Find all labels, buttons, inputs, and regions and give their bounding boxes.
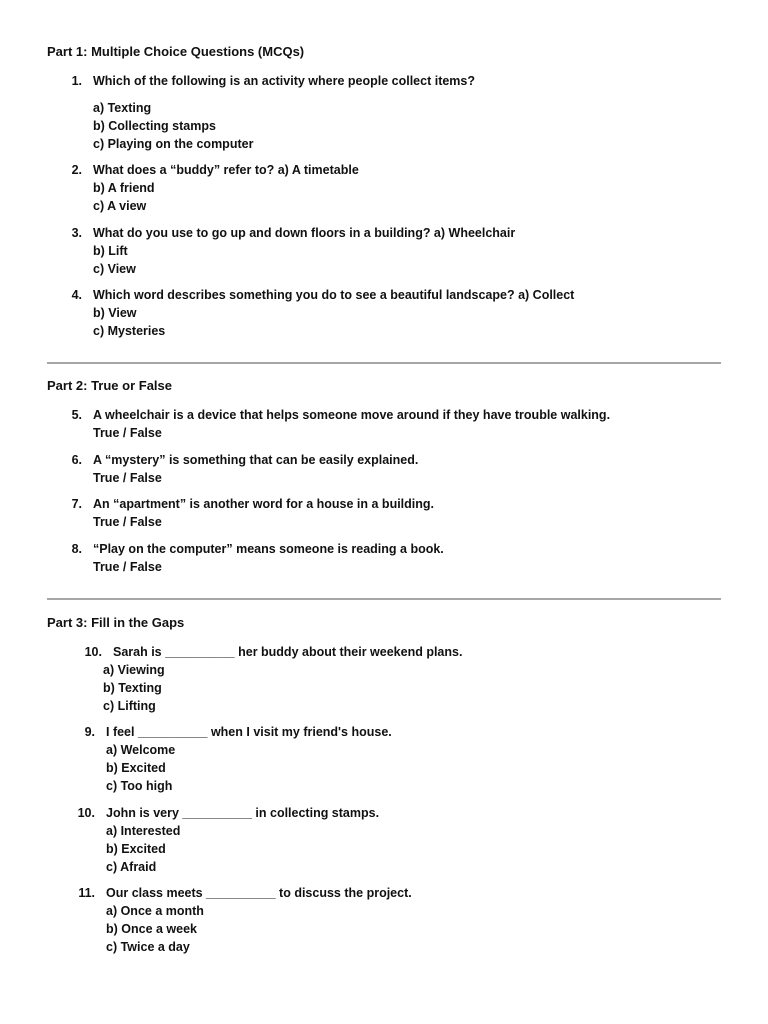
option-b: b) Collecting stamps — [93, 119, 216, 133]
question-number: 2. — [71, 163, 82, 177]
part2-heading: Part 2: True or False — [47, 378, 172, 393]
option-b: b) Once a week — [106, 922, 198, 936]
option-c: c) Twice a day — [106, 940, 190, 954]
option-c: c) Too high — [106, 779, 173, 793]
question-text: John is very __________ in collecting stamps. — [106, 806, 380, 820]
question-text: I feel __________ when I visit my friend's house. — [106, 725, 392, 739]
option-b: b) Lift — [93, 244, 128, 258]
option-c: c) Afraid — [106, 860, 157, 874]
question-body — [93, 72, 475, 153]
question-text: What do you use to go up and down floors in a building? a) Wheelchair — [93, 226, 516, 240]
option-b: b) View — [93, 306, 137, 320]
question-number: 10. — [84, 645, 102, 659]
question-text: Sarah is __________ her buddy about their weekend plans. — [113, 645, 463, 659]
option-a: a) Interested — [106, 824, 181, 838]
part3-heading: Part 3: Fill in the Gaps — [47, 615, 185, 630]
question-body — [106, 804, 379, 876]
question-body — [93, 406, 610, 442]
question-text: An “apartment” is another word for a house in a building. — [93, 497, 434, 511]
question-text: Which of the following is an activity where people collect items? — [93, 74, 476, 88]
option-b: b) A friend — [93, 181, 155, 195]
option-a: a) Texting — [93, 101, 152, 115]
question-number: 10. — [77, 806, 95, 820]
question-number: 11. — [78, 886, 95, 900]
question-number: 8. — [71, 542, 82, 556]
question-body — [93, 161, 359, 215]
question-body — [93, 224, 515, 278]
question-text: Which word describes something you do to see a beautiful landscape? a) Collect — [93, 288, 575, 302]
part1-heading: Part 1: Multiple Choice Questions (MCQs) — [47, 44, 305, 59]
option-c: c) Playing on the computer — [93, 137, 254, 151]
question-number: 6. — [71, 453, 82, 467]
question-body — [93, 495, 434, 531]
option-a: a) Viewing — [103, 663, 165, 677]
question-number: 7. — [71, 497, 82, 511]
option-c: c) View — [93, 262, 136, 276]
question-number: 4. — [71, 288, 82, 302]
question-text: Our class meets __________ to discuss the project. — [106, 886, 412, 900]
option-a: a) Welcome — [106, 743, 176, 757]
question-body — [106, 884, 412, 956]
question-body — [93, 286, 574, 340]
question-text: What does a “buddy” refer to? a) A timetable — [93, 163, 359, 177]
true-false-answer: True / False — [93, 426, 162, 440]
section-divider — [47, 598, 721, 600]
option-b: b) Excited — [106, 761, 166, 775]
question-body — [93, 451, 418, 487]
true-false-answer: True / False — [93, 560, 162, 574]
question-text: A wheelchair is a device that helps someone move around if they have trouble walking. — [93, 408, 611, 422]
option-a: a) Once a month — [106, 904, 204, 918]
option-c: c) A view — [93, 199, 147, 213]
section-divider — [47, 362, 721, 364]
true-false-answer: True / False — [93, 471, 162, 485]
option-b: b) Excited — [106, 842, 166, 856]
option-b: b) Texting — [103, 681, 162, 695]
question-number: 5. — [71, 408, 82, 422]
question-number: 9. — [84, 725, 95, 739]
question-body — [103, 643, 463, 715]
question-text: “Play on the computer” means someone is reading a book. — [93, 542, 444, 556]
option-c: c) Lifting — [103, 699, 156, 713]
question-body — [106, 723, 392, 795]
question-text: A “mystery” is something that can be easily explained. — [93, 453, 419, 467]
question-body — [93, 540, 444, 576]
true-false-answer: True / False — [93, 515, 162, 529]
question-number: 3. — [71, 226, 82, 240]
option-c: c) Mysteries — [93, 324, 166, 338]
question-number: 1. — [71, 74, 82, 88]
